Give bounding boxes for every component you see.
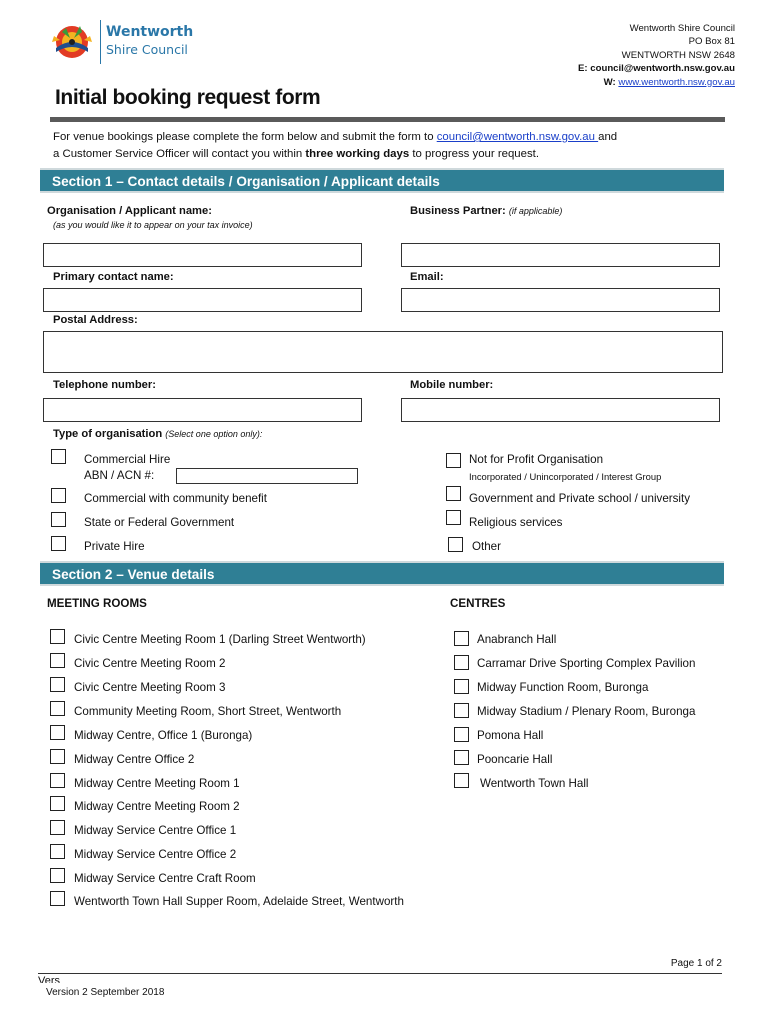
- private-hire-checkbox[interactable]: [51, 536, 66, 551]
- centre-checkbox[interactable]: [454, 773, 469, 788]
- centre-label: Midway Stadium / Plenary Room, Buronga: [477, 705, 696, 718]
- business-partner-label: Business Partner: (if applicable): [410, 205, 563, 217]
- meeting-room-checkbox[interactable]: [50, 653, 65, 668]
- org-type-label: Type of organisation (Select one option only):: [53, 428, 263, 440]
- meeting-room-label: Midway Centre Office 2: [74, 753, 195, 766]
- meeting-room-checkbox[interactable]: [50, 677, 65, 692]
- meeting-room-label: Midway Centre Meeting Room 2: [74, 800, 240, 813]
- org-name-label: Organisation / Applicant name:: [47, 205, 212, 217]
- telephone-label: Telephone number:: [53, 379, 156, 391]
- logo-title: Wentworth: [106, 24, 194, 40]
- title-rule: [50, 117, 725, 122]
- logo-subtitle: Shire Council: [106, 42, 188, 57]
- centre-checkbox[interactable]: [454, 631, 469, 646]
- meeting-room-checkbox[interactable]: [50, 701, 65, 716]
- centre-label: Anabranch Hall: [477, 633, 557, 646]
- meeting-room-label: Midway Service Centre Office 1: [74, 824, 237, 837]
- mobile-input[interactable]: [401, 398, 720, 422]
- council-address: [578, 22, 735, 89]
- section-2-heading: Section 2 – Venue details: [40, 561, 724, 586]
- org-name-input[interactable]: [43, 243, 362, 267]
- telephone-input[interactable]: [43, 398, 362, 422]
- meeting-room-label: Midway Centre Meeting Room 1: [74, 777, 240, 790]
- meeting-room-label: Civic Centre Meeting Room 3: [74, 681, 226, 694]
- religious-label: Religious services: [469, 516, 563, 529]
- centre-label: Midway Function Room, Buronga: [477, 681, 649, 694]
- meeting-room-label: Civic Centre Meeting Room 1 (Darling Street Wentworth): [74, 633, 366, 646]
- meeting-room-checkbox[interactable]: [50, 891, 65, 906]
- government-school-checkbox[interactable]: [446, 486, 461, 501]
- not-for-profit-checkbox[interactable]: [446, 453, 461, 468]
- centre-label: Pooncarie Hall: [477, 753, 553, 766]
- email-label: Email:: [410, 271, 444, 283]
- centres-heading: CENTRES: [450, 597, 506, 610]
- not-for-profit-sub: Incorporated / Unincorporated / Interest Group: [469, 471, 662, 482]
- religious-checkbox[interactable]: [446, 510, 461, 525]
- org-name-hint: (as you would like it to appear on your tax invoice): [53, 220, 253, 230]
- primary-contact-label: Primary contact name:: [53, 271, 174, 283]
- commercial-community-label: Commercial with community benefit: [84, 492, 267, 505]
- centre-checkbox[interactable]: [454, 750, 469, 765]
- meeting-room-checkbox[interactable]: [50, 749, 65, 764]
- private-hire-label: Private Hire: [84, 540, 145, 553]
- abn-input[interactable]: [176, 468, 358, 484]
- centre-checkbox[interactable]: [454, 703, 469, 718]
- meeting-room-label: Civic Centre Meeting Room 2: [74, 657, 226, 670]
- council-logo: [48, 18, 194, 68]
- meeting-room-checkbox[interactable]: [50, 796, 65, 811]
- address-web: W: www.wentworth.nsw.gov.au: [603, 76, 735, 88]
- footer-rule: [38, 973, 722, 974]
- meeting-room-checkbox[interactable]: [50, 844, 65, 859]
- not-for-profit-label: Not for Profit Organisation: [469, 453, 604, 466]
- address-email: E: council@wentworth.nsw.gov.au: [578, 63, 735, 75]
- version-text: Version 2 September 2018: [46, 987, 165, 998]
- meeting-room-label: Community Meeting Room, Short Street, Wentworth: [74, 705, 342, 718]
- intro-text: For venue bookings please complete the form below and submit the form to council@wentworth.nsw.gov.au and a Customer Service Officer will contact you within three working days to progress your request.: [53, 131, 618, 160]
- meeting-room-label: Midway Service Centre Office 2: [74, 848, 237, 861]
- footer-vers: Vers: [38, 975, 61, 983]
- page-number: Page 1 of 2: [670, 958, 722, 969]
- meeting-room-checkbox[interactable]: [50, 820, 65, 835]
- address-line: PO Box 81: [688, 36, 735, 48]
- address-line: WENTWORTH NSW 2648: [621, 49, 735, 61]
- mobile-label: Mobile number:: [410, 379, 494, 391]
- postal-address-label: Postal Address:: [53, 314, 138, 326]
- address-line: Wentworth Shire Council: [629, 23, 735, 34]
- meeting-room-checkbox[interactable]: [50, 773, 65, 788]
- meeting-room-label: Midway Centre, Office 1 (Buronga): [74, 729, 253, 742]
- meeting-room-label: Wentworth Town Hall Supper Room, Adelaide Street, Wentworth: [74, 895, 404, 908]
- council-email-link[interactable]: council@wentworth.nsw.gov.au: [436, 131, 599, 143]
- commercial-hire-checkbox[interactable]: [51, 449, 66, 464]
- meeting-rooms-heading: MEETING ROOMS: [47, 597, 147, 610]
- section-1-heading: Section 1 – Contact details / Organisation / Applicant details: [40, 168, 724, 193]
- other-checkbox[interactable]: [448, 537, 463, 552]
- website-link[interactable]: www.wentworth.nsw.gov.au: [618, 76, 735, 88]
- logo-divider: [100, 20, 101, 64]
- email-input[interactable]: [401, 288, 720, 312]
- commercial-community-checkbox[interactable]: [51, 488, 66, 503]
- centre-checkbox[interactable]: [454, 655, 469, 670]
- abn-label: ABN / ACN #:: [84, 469, 155, 482]
- state-federal-checkbox[interactable]: [51, 512, 66, 527]
- government-school-label: Government and Private school / university: [469, 492, 691, 505]
- meeting-room-checkbox[interactable]: [50, 629, 65, 644]
- centre-label: Wentworth Town Hall: [480, 777, 589, 790]
- centre-checkbox[interactable]: [454, 679, 469, 694]
- meeting-room-checkbox[interactable]: [50, 868, 65, 883]
- primary-contact-input[interactable]: [43, 288, 362, 312]
- state-federal-label: State or Federal Government: [84, 516, 235, 529]
- centre-label: Carramar Drive Sporting Complex Pavilion: [477, 657, 696, 670]
- other-label: Other: [472, 540, 501, 553]
- meeting-room-checkbox[interactable]: [50, 725, 65, 740]
- council-emblem-icon: [48, 18, 100, 66]
- meeting-room-label: Midway Service Centre Craft Room: [74, 872, 256, 885]
- centre-label: Pomona Hall: [477, 729, 544, 742]
- commercial-hire-label: Commercial Hire: [84, 453, 171, 466]
- centre-checkbox[interactable]: [454, 727, 469, 742]
- business-partner-input[interactable]: [401, 243, 720, 267]
- postal-address-input[interactable]: [43, 331, 723, 373]
- page-title: Initial booking request form: [55, 86, 321, 109]
